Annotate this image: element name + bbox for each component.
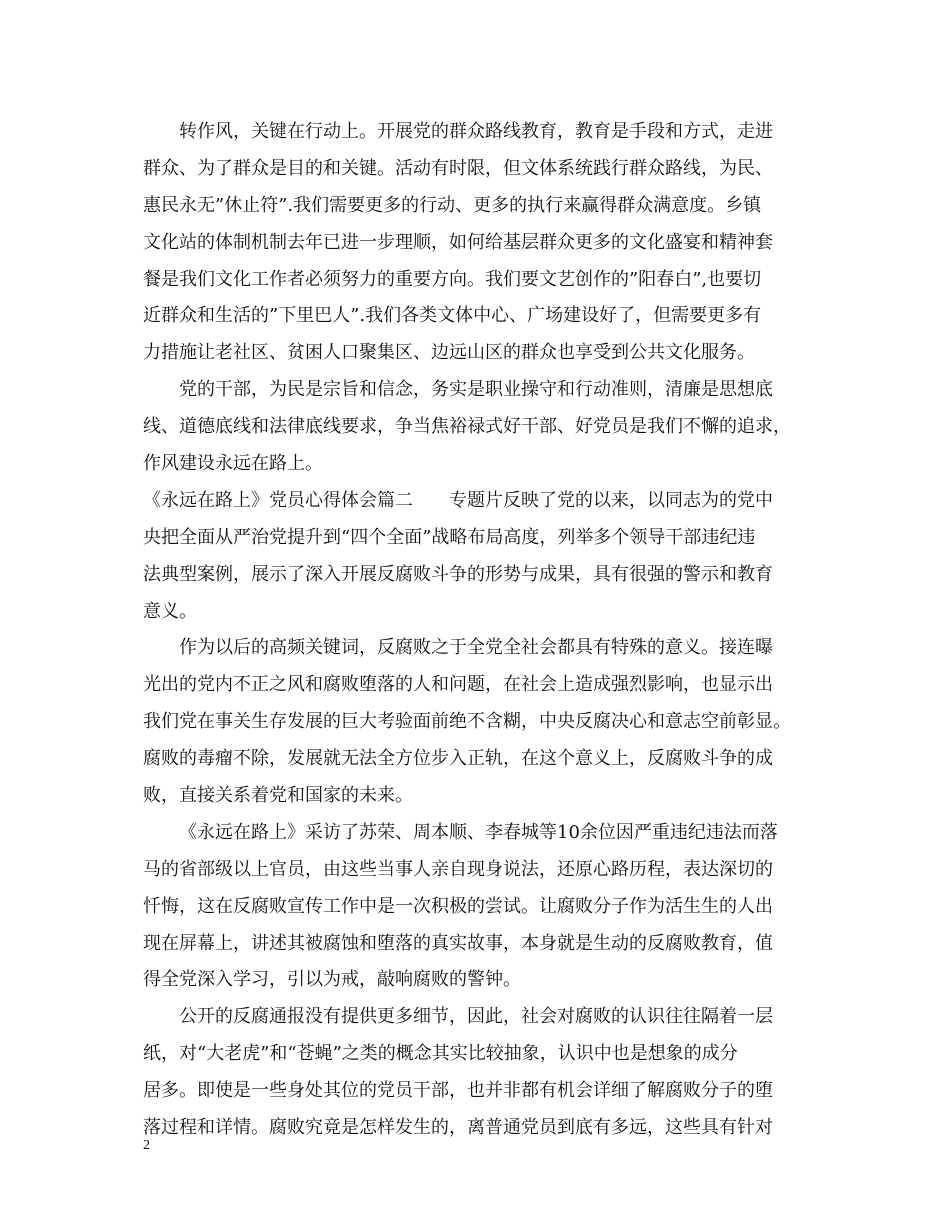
page-number: 2 <box>143 1138 150 1153</box>
text-line: 公开的反腐通报没有提供更多细节，因此，社会对腐败的认识往往隔着一层 <box>179 1006 773 1028</box>
text-line: 法典型案例，展示了深入开展反腐败斗争的形势与成果，具有很强的警示和教育 <box>143 563 773 585</box>
text-line: 力措施让老社区、贫困人口聚集区、边远山区的群众也享受到公共文化服务。 <box>143 342 755 364</box>
text-line: 惠民永无”休止符”.我们需要更多的行动、更多的执行来赢得群众满意度。乡镇 <box>143 194 762 216</box>
text-line: 得全党深入学习，引以为戒，敲响腐败的警钟。 <box>143 969 521 991</box>
text-line: 忏悔，这在反腐败宣传工作中是一次积极的尝试。让腐败分子作为活生生的人出 <box>143 895 773 917</box>
section-heading-line: 《永远在路上》党员心得体会篇二 专题片反映了党的以来，以同志为的党中 <box>143 489 773 511</box>
text-line: 居多。即使是一些身处其位的党员干部，也并非都有机会详细了解腐败分子的堕 <box>143 1080 773 1102</box>
text-line: 转作风，关键在行动上。开展党的群众路线教育，教育是手段和方式，走进 <box>179 121 773 142</box>
text-line: 线、道德底线和法律底线要求，争当焦裕禄式好干部、好党员是我们不懈的追求， <box>143 416 791 438</box>
text-line: 餐是我们文化工作者必须努力的重要方向。我们要文艺创作的”阳春白”,也要切 <box>143 268 762 290</box>
text-line: 败，直接关系着党和国家的未来。 <box>143 785 413 807</box>
text-line: 现在屏幕上，讲述其被腐蚀和堕落的真实故事，本身就是生动的反腐败教育，值 <box>143 932 773 954</box>
text-line: 落过程和详情。腐败究竟是怎样发生的，离普通党员到底有多远，这些具有针对 <box>143 1117 773 1139</box>
text-line: 群众、为了群众是目的和关键。活动有时限，但文体系统践行群众路线，为民、 <box>143 157 773 179</box>
text-line: 光出的党内不正之风和腐败堕落的人和问题，在社会上造成强烈影响，也显示出 <box>143 674 773 696</box>
text-line: 党的干部，为民是宗旨和信念，务实是职业操守和行动准则，清廉是思想底 <box>179 379 773 401</box>
text-line: 我们党在事关生存发展的巨大考验面前绝不含糊，中央反腐决心和意志空前彰显。 <box>143 711 791 733</box>
text-line: 腐败的毒瘤不除，发展就无法全方位步入正轨，在这个意义上，反腐败斗争的成 <box>143 748 773 770</box>
text-line: 文化站的体制机制去年已进一步理顺，如何给基层群众更多的文化盛宴和精神套 <box>143 231 773 253</box>
text-line: 马的省部级以上官员，由这些当事人亲自现身说法，还原心路历程，表达深切的 <box>143 858 773 880</box>
body-text <box>143 114 823 1147</box>
text-line: 近群众和生活的”下里巴人”.我们各类文体中心、广场建设好了，但需要更多有 <box>143 305 762 327</box>
text-line: 作风建设永远在路上。 <box>143 453 323 475</box>
text-line: 纸，对“大老虎”和“苍蝇”之类的概念其实比较抽象，认识中也是想象的成分 <box>143 1043 738 1065</box>
text-line: 《永远在路上》采访了苏荣、周本顺、李春城等10余位因严重违纪违法而落 <box>179 821 778 843</box>
text-line: 作为以后的高频关键词，反腐败之于全党全社会都具有特殊的意义。接连曝 <box>179 637 773 659</box>
text-line: 央把全面从严治党提升到“四个全面”战略布局高度，列举多个领导干部违纪违 <box>143 526 756 548</box>
text-line: 意义。 <box>143 600 197 622</box>
